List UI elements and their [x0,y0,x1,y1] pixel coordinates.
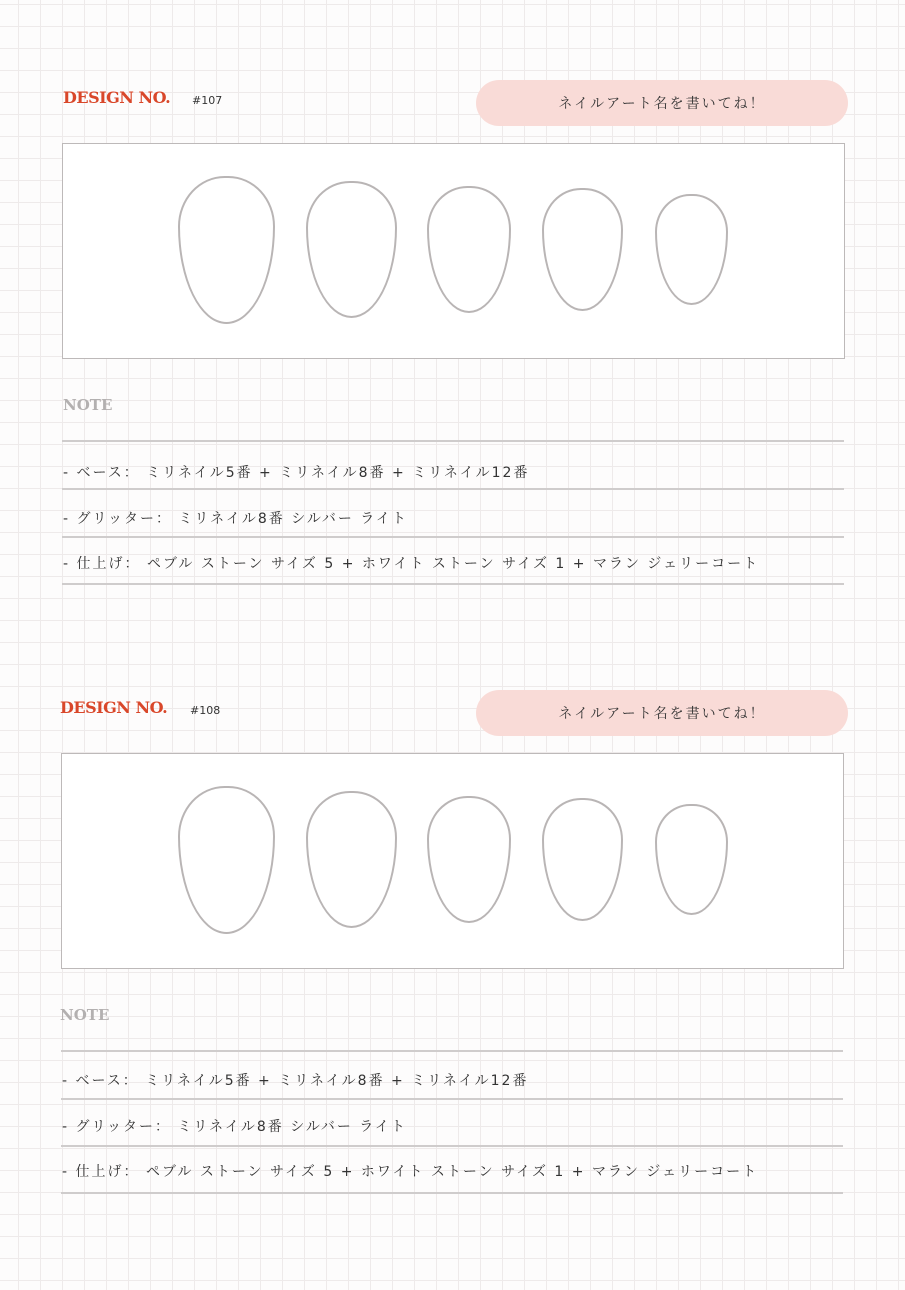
divider [61,1050,843,1052]
note-line: - ベース： ミリネイル5番 + ミリネイル8番 + ミリネイル12番 [63,465,530,481]
nail-pinky[interactable] [655,194,728,305]
note-label: NOTE [63,396,113,414]
design-number: #108 [190,704,221,717]
design-section-108 [0,690,905,1290]
note-label: NOTE [60,1006,110,1024]
design-title: DESIGN NO. [60,698,168,717]
nail-ring[interactable] [542,188,623,311]
note-line: - グリッター： ミリネイル8番 シルバー ライト [62,1119,407,1135]
nail-drawing-box [61,753,844,969]
nail-art-name-field[interactable]: ネイルアート名を書いてね！ [476,690,848,736]
note-line: - グリッター： ミリネイル8番 シルバー ライト [63,511,408,527]
nail-drawing-box [62,143,845,359]
nail-thumb[interactable] [178,176,275,324]
note-line: - ベース： ミリネイル5番 + ミリネイル8番 + ミリネイル12番 [62,1073,529,1089]
nail-thumb[interactable] [178,786,275,934]
divider [61,1145,843,1147]
design-title: DESIGN NO. [63,88,171,107]
nail-pinky[interactable] [655,804,728,915]
divider [62,536,844,538]
nail-ring[interactable] [542,798,623,921]
note-line: - 仕上げ： ペブル ストーン サイズ 5 + ホワイト ストーン サイズ 1 + マラン ジェリーコート [62,1164,759,1180]
divider [62,488,844,490]
nail-art-name-field[interactable]: ネイルアート名を書いてね！ [476,80,848,126]
divider [62,583,844,585]
divider [61,1192,843,1194]
divider [61,1098,843,1100]
divider [62,440,844,442]
nail-middle[interactable] [427,796,511,923]
design-section-107 [0,80,905,680]
note-line: - 仕上げ： ペブル ストーン サイズ 5 + ホワイト ストーン サイズ 1 + マラン ジェリーコート [63,556,760,572]
nail-index[interactable] [306,791,397,928]
design-number: #107 [192,94,223,107]
nail-index[interactable] [306,181,397,318]
nail-middle[interactable] [427,186,511,313]
